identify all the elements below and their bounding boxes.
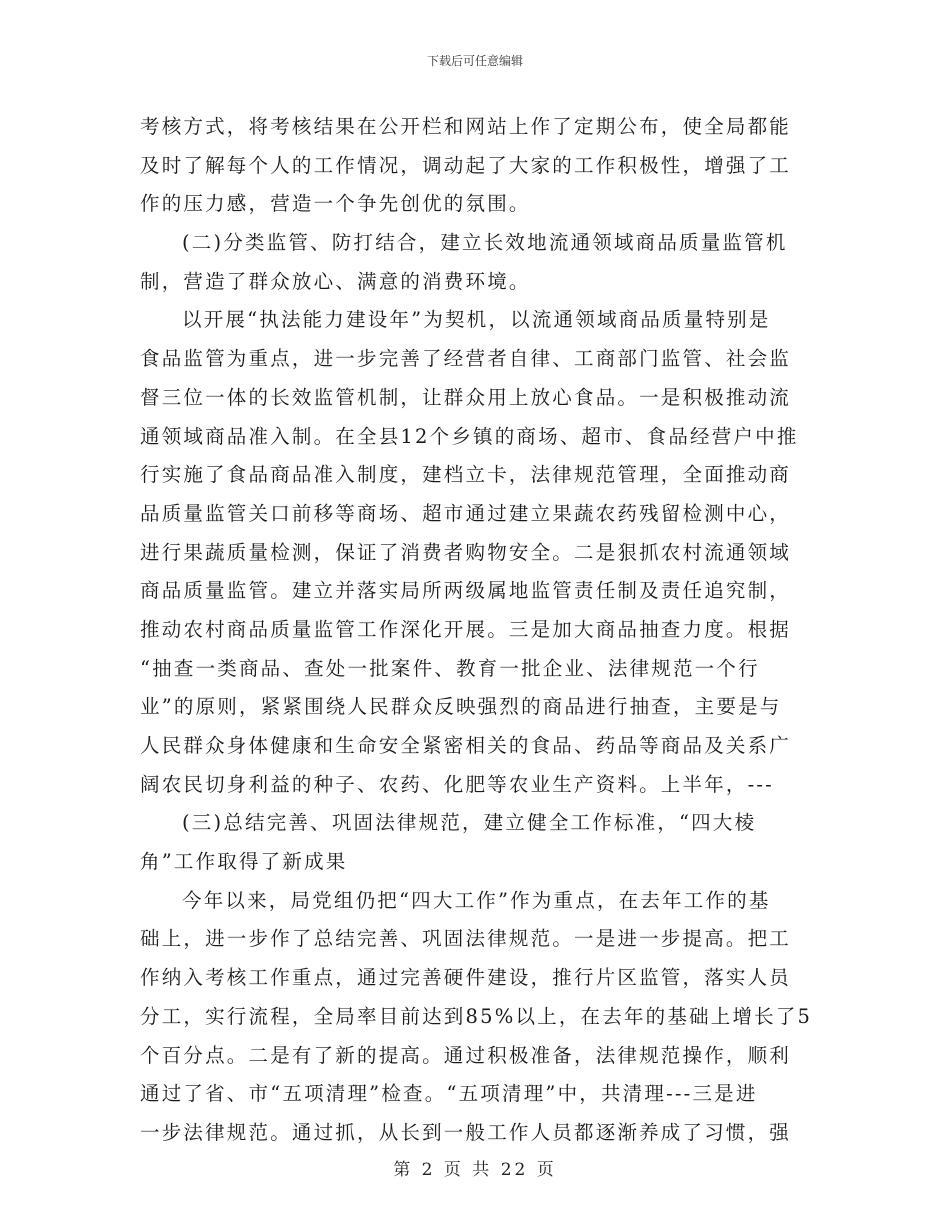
page-header: 下载后可任意编辑 [426,54,523,68]
text-line: 及时了解每个人的工作情况，调动起了大家的工作积极性，增强了工 [140,153,792,177]
text-line: 商品质量监管。建立并落实局所两级属地监管责任制及责任追究制， [140,579,792,603]
text-line: 作的压力感，营造一个争先创优的氛围。 [140,192,531,216]
text-line: 通领域商品准入制。在全县12个乡镇的商场、超市、食品经营户中推 [140,424,799,448]
text-line: 进行果蔬质量检测，保证了消费者购物安全。二是狠抓农村流通领域 [140,540,792,564]
text-line: 人民群众身体健康和生命安全紧密相关的食品、药品等商品及关系广 [140,734,792,757]
text-line: 食品监管为重点，进一步完善了经营者自律、工商部门监管、社会监 [140,347,792,371]
document-body [140,108,813,1153]
text-line: 督三位一体的长效监管机制，让群众用上放心食品。一是积极推动流 [140,385,792,409]
page-footer: 第 2 页 共 22 页 [393,1160,557,1180]
text-line: 制，营造了群众放心、满意的消费环境。 [140,269,531,293]
text-line: (三)总结完善、巩固法律规范，建立健全工作标准，“四大棱 [182,811,757,835]
text-line: 作纳入考核工作重点，通过完善硬件建设，推行片区监管，落实人员 [140,966,792,990]
text-line: 分工，实行流程，全局率目前达到85%以上，在去年的基础上增长了5 [140,1004,813,1028]
text-line: 角”工作取得了新成果 [140,850,348,874]
text-line: 考核方式，将考核结果在公开栏和网站上作了定期公布，使全局都能 [140,115,792,138]
text-line: 通过了省、市“五项清理”检查。“五项清理”中，共清理---三是进 [140,1082,758,1106]
text-line: 推动农村商品质量监管工作深化开展。三是加大商品抽查力度。根据 [140,617,792,641]
text-line: 以开展“执法能力建设年”为契机，以流通领域商品质量特别是 [182,308,771,332]
text-line: 行实施了食品商品准入制度，建档立卡，法律规范管理，全面推动商 [140,463,792,487]
text-line: “抽查一类商品、查处一批案件、教育一批企业、法律规范一个行 [140,656,760,680]
text-line: (二)分类监管、防打结合，建立长效地流通领域商品质量监管机 [182,231,788,255]
text-line: 业”的原则，紧紧围绕人民群众反映强烈的商品进行抽查，主要是与 [140,695,782,719]
text-line: 阔农民切身利益的种子、农药、化肥等农业生产资料。上半年，--- [140,772,774,796]
text-line: 今年以来，局党组仍把“四大工作”作为重点，在去年工作的基 [182,888,771,912]
text-line: 个百分点。二是有了新的提高。通过积极准备，法律规范操作，顺利 [140,1043,792,1067]
text-line: 础上，进一步作了总结完善、巩固法律规范。一是进一步提高。把工 [140,927,792,951]
text-line: 一步法律规范。通过抓，从长到一般工作人员都逐渐养成了习惯，强 [140,1120,792,1144]
text-line: 品质量监管关口前移等商场、超市通过建立果蔬农药残留检测中心， [140,501,792,525]
